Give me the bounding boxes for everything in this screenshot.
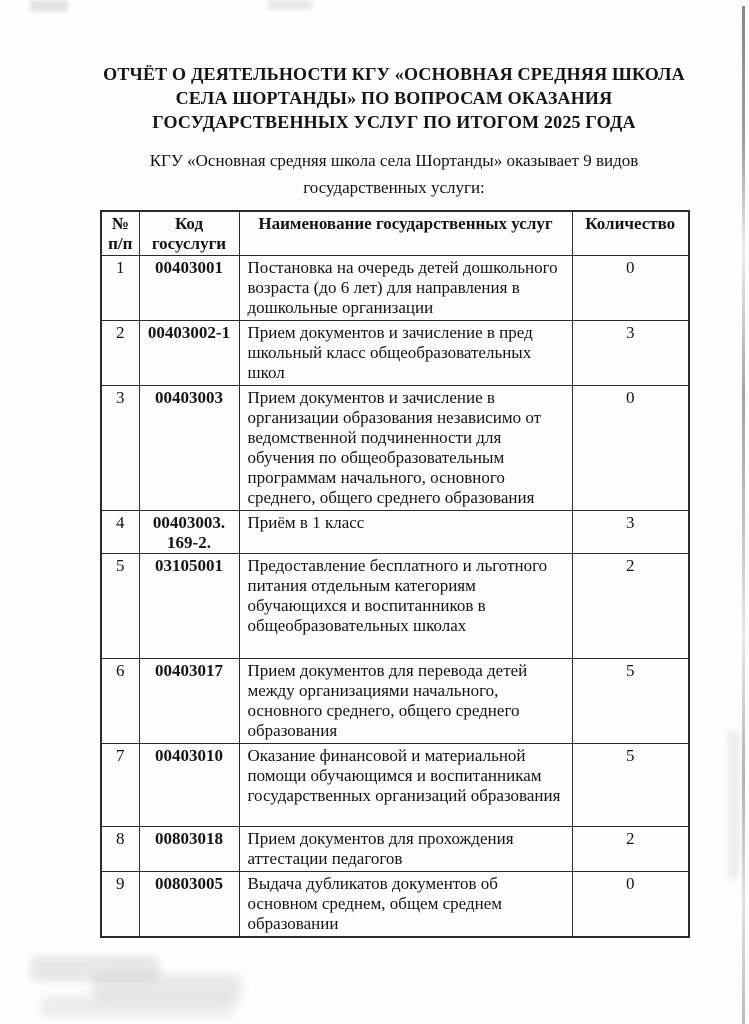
service-name: Предоставление бесплатного и льготного питания отдельным категориям обучающихся и воспитанников в общеобразовательных школах [239, 554, 572, 659]
services-table-body [101, 256, 689, 938]
page-subtitle-line-2: государственных услуги: [303, 178, 485, 197]
service-name: Приём в 1 класс [239, 511, 572, 554]
scan-smudge-top [30, 0, 68, 12]
table-row [101, 386, 689, 511]
service-name: Постановка на очередь детей дошкольного возраста (до 6 лет) для направления в дошкольные организации [239, 256, 572, 321]
service-name: Прием документов и зачисление в организации образования независимо от ведомственной подчиненности для обучения по общеобразовательным программам начального, основного среднего, общего среднего образования [239, 386, 572, 511]
scan-smudge-bottom-left [92, 974, 242, 1002]
service-name: Прием документов для прохождения аттестации педагогов [239, 827, 572, 872]
table-row [101, 659, 689, 744]
service-count: 5 [572, 744, 689, 827]
row-number: 8 [101, 827, 139, 872]
row-number: 4 [101, 511, 139, 554]
table-row [101, 744, 689, 827]
services-table [100, 210, 690, 938]
page-subtitle-line-1: КГУ «Основная средняя школа села Шортанды» оказывает 9 видов [149, 151, 639, 170]
column-header-number: № п/п [101, 211, 139, 256]
service-code: 00403003. 169-2. [139, 511, 239, 554]
service-code: 00403010 [139, 744, 239, 827]
service-name: Прием документов и зачисление в пред школьный класс общеобразовательных школ [239, 321, 572, 386]
row-number: 3 [101, 386, 139, 511]
service-name: Оказание финансовой и материальной помощи обучающимся и воспитанникам государственных организаций образования [239, 744, 572, 827]
service-name: Прием документов для перевода детей между организациями начального, основного среднего, общего среднего образования [239, 659, 572, 744]
service-count: 3 [572, 321, 689, 386]
page-title-line-3: ГОСУДАРСТВЕННЫХ УСЛУГ ПО ИТОГОМ 2025 ГОДА [152, 112, 636, 132]
document-content [100, 62, 688, 938]
column-header-code: Код госуслуги [139, 211, 239, 256]
page-title-line-2: СЕЛА ШОРТАНДЫ» ПО ВОПРОСАМ ОКАЗАНИЯ [175, 88, 613, 108]
table-row [101, 827, 689, 872]
service-code: 00403002-1 [139, 321, 239, 386]
service-name: Выдача дубликатов документов об основном среднем, общем среднем образовании [239, 872, 572, 938]
row-number: 5 [101, 554, 139, 659]
scan-smudge-bottom-left [30, 956, 160, 982]
header-row [101, 211, 689, 256]
table-row [101, 256, 689, 321]
scanner-edge-line [742, 6, 745, 1024]
scan-smudge-bottom-left [40, 996, 235, 1018]
column-header-count: Количество [572, 211, 689, 256]
service-code: 03105001 [139, 554, 239, 659]
scanner-edge-smear [728, 730, 740, 880]
row-number: 6 [101, 659, 139, 744]
service-count: 3 [572, 511, 689, 554]
table-row [101, 321, 689, 386]
page-subtitle [100, 147, 688, 201]
service-code: 00403017 [139, 659, 239, 744]
column-header-name: Наименование государственных услуг [239, 211, 572, 256]
row-number: 7 [101, 744, 139, 827]
service-code: 00803005 [139, 872, 239, 938]
scan-smudge-top [268, 0, 312, 10]
service-count: 2 [572, 554, 689, 659]
page-title [100, 62, 688, 134]
service-count: 5 [572, 659, 689, 744]
services-table-header [101, 211, 689, 256]
service-code: 00403003 [139, 386, 239, 511]
service-code: 00803018 [139, 827, 239, 872]
row-number: 1 [101, 256, 139, 321]
table-row [101, 872, 689, 938]
service-count: 0 [572, 256, 689, 321]
service-code: 00403001 [139, 256, 239, 321]
row-number: 9 [101, 872, 139, 938]
row-number: 2 [101, 321, 139, 386]
table-row [101, 511, 689, 554]
table-row [101, 554, 689, 659]
service-count: 0 [572, 386, 689, 511]
page-title-line-1: ОТЧЁТ О ДЕЯТЕЛЬНОСТИ КГУ «ОСНОВНАЯ СРЕДНЯЯ ШКОЛА [103, 64, 685, 84]
service-count: 0 [572, 872, 689, 938]
service-count: 2 [572, 827, 689, 872]
